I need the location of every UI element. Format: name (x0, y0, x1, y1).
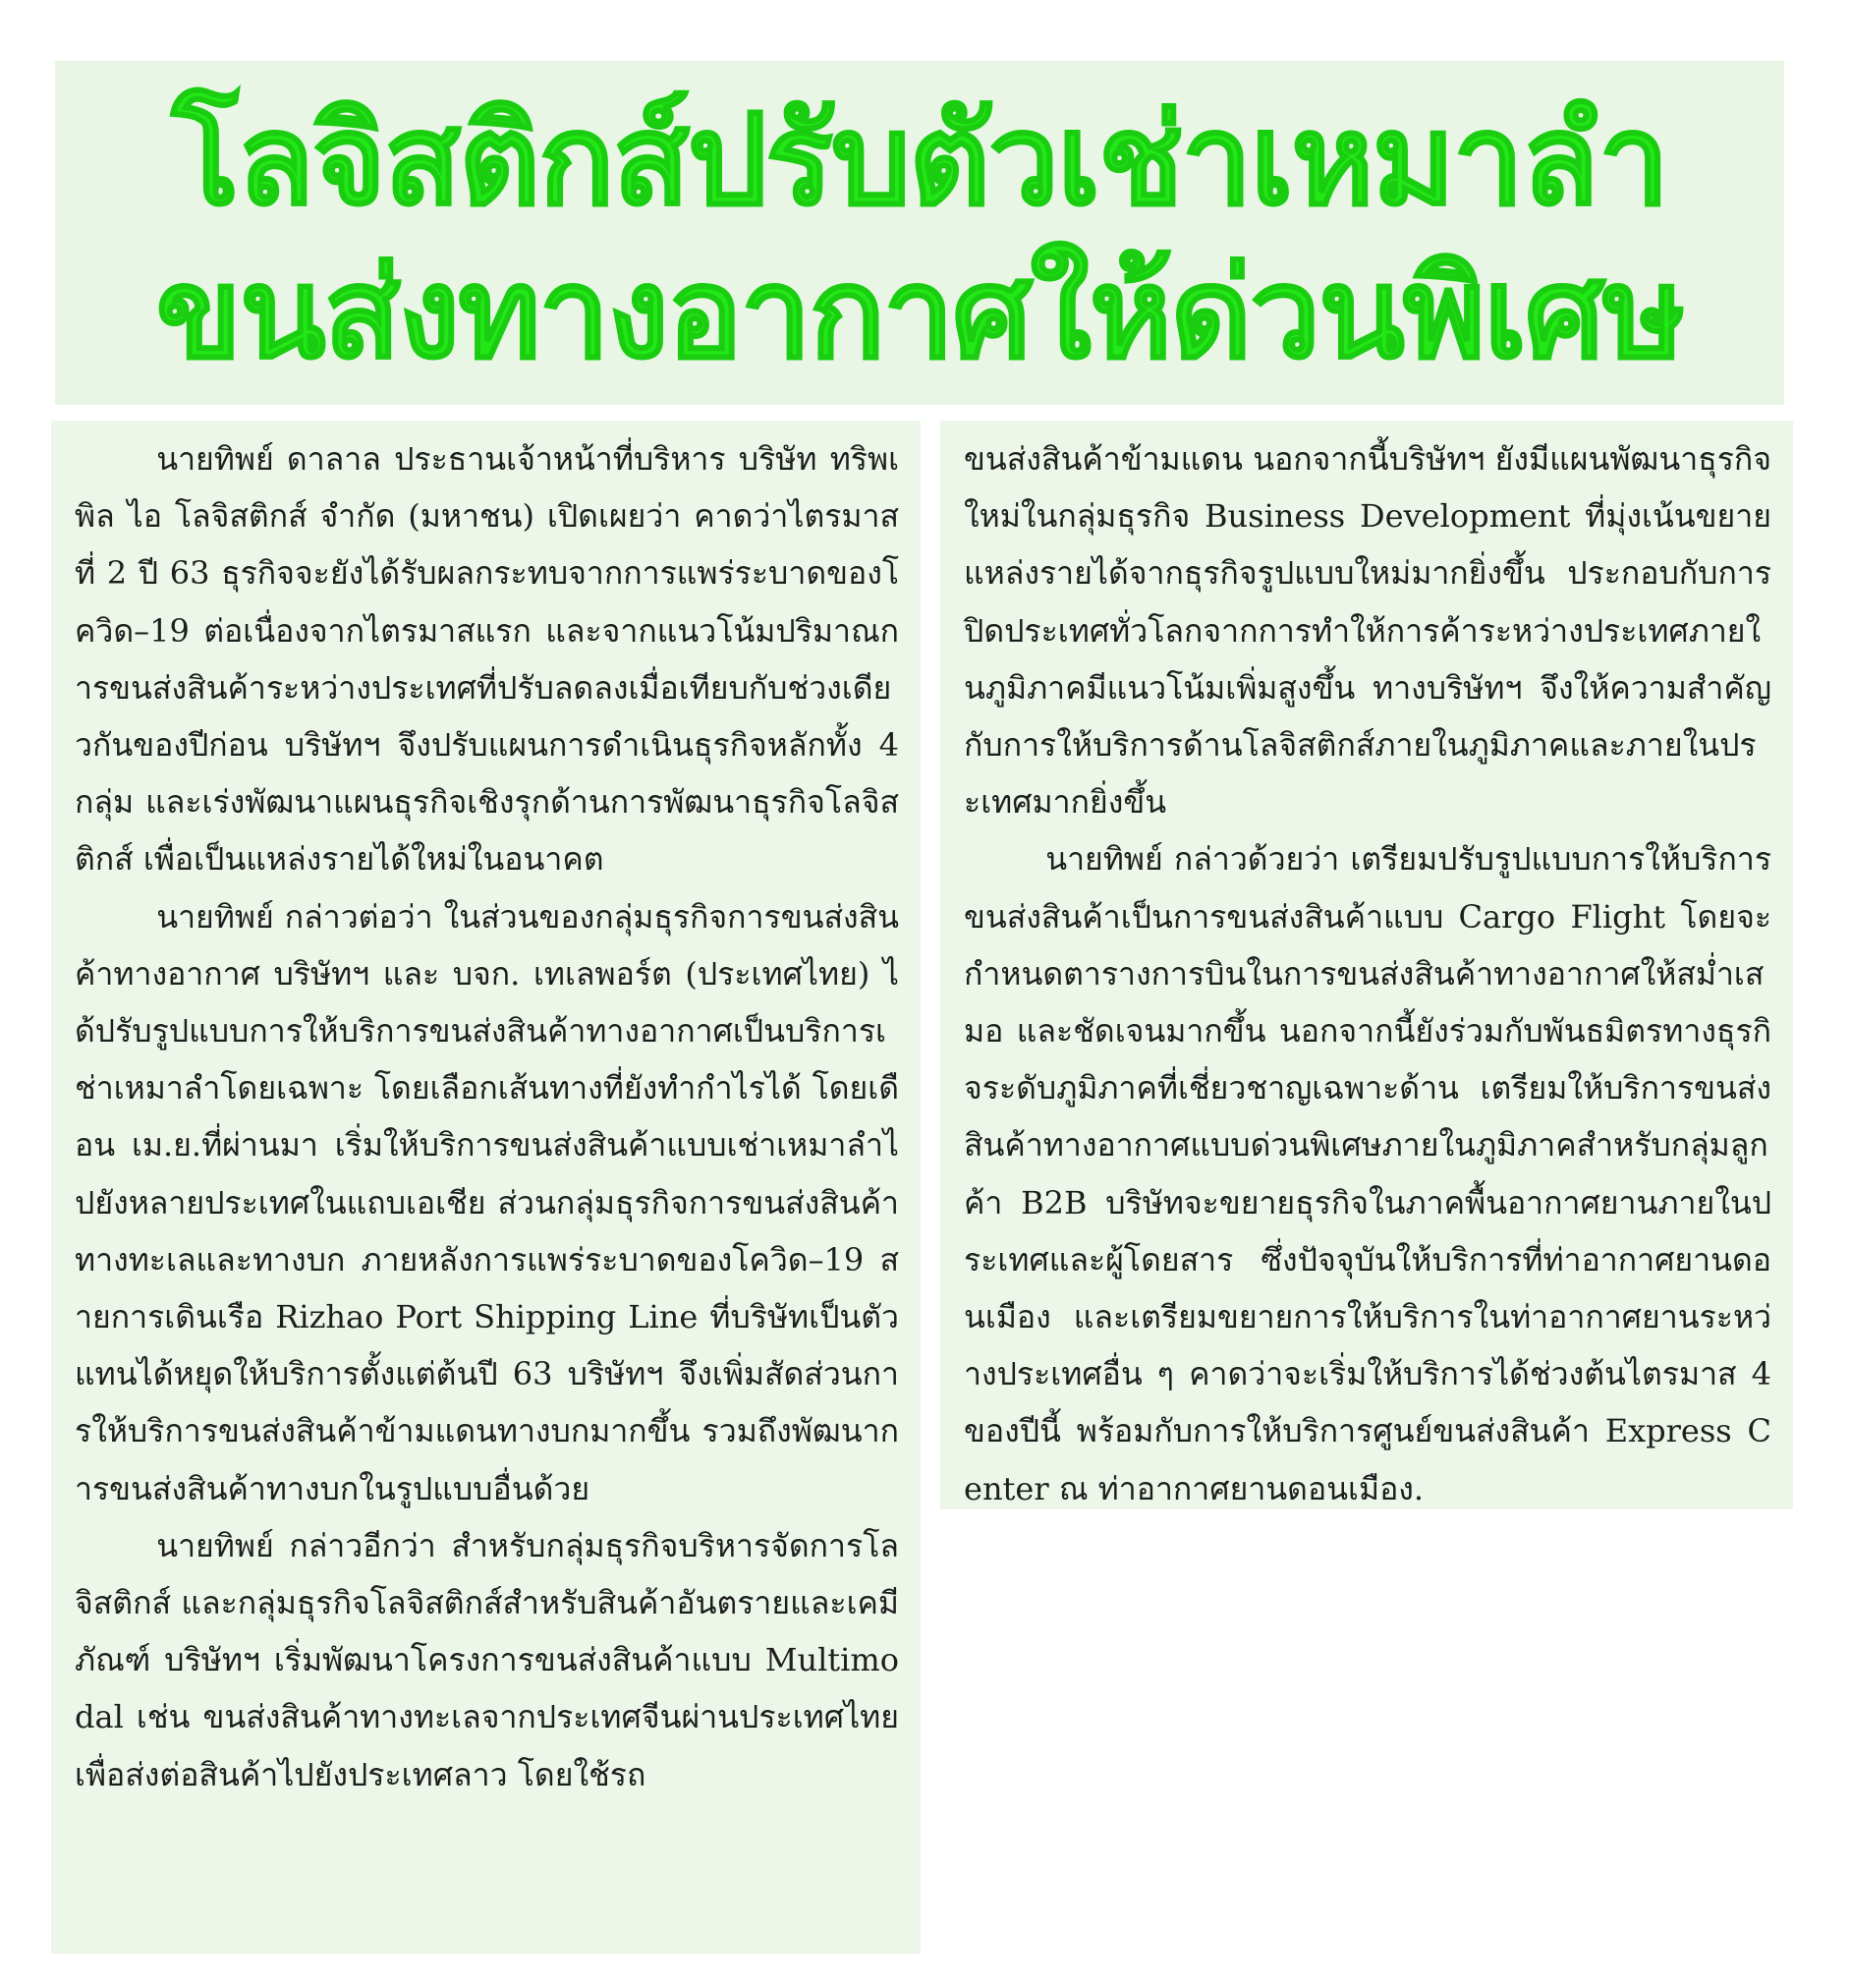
headline-box (55, 61, 1784, 405)
article-right-column (940, 421, 1793, 1509)
article-left-column (51, 421, 921, 1954)
article-paragraph: นายทิพย์ กล่าวด้วยว่า เตรียมปรับรูปแบบการให้บริการขนส่งสินค้าเป็นการขนส่งสินค้าแบบ Cargo Flight โดยจะกำหนดตารางการบินในการขนส่งสินค้าทางอากาศให้สม่ำเสมอ และชัดเจนมากขึ้น นอกจากนี้ยังร่วมกับพันธมิตรทางธุรกิจระดับภูมิภาคที่เชี่ยวชาญเฉพาะด้าน เตรียมให้บริการขนส่งสินค้าทางอากาศแบบด่วนพิเศษภายในภูมิภาคสำหรับกลุ่มลูกค้า B2B บริษัทจะขยายธุรกิจในภาคพื้นอากาศยานภายในประเทศและผู้โดยสาร ซึ่งปัจจุบันให้บริการที่ท่าอากาศยานดอนเมือง และเตรียมขยายการให้บริการในท่าอากาศยานระหว่างประเทศอื่น ๆ คาดว่าจะเริ่มให้บริการได้ช่วงต้นไตรมาส 4 ของปีนี้ พร้อมกับการให้บริการศูนย์ขนส่งสินค้า Express Center ณ ท่าอากาศยานดอนเมือง. (964, 840, 1771, 1507)
article-paragraph: นายทิพย์ กล่าวอีกว่า สำหรับกลุ่มธุรกิจบริหารจัดการโลจิสติกส์ และกลุ่มธุรกิจโลจิสติกส์สำหรับสินค้าอันตรายและเคมีภัณฑ์ บริษัทฯ เริ่มพัฒนาโครงการขนส่งสินค้าแบบ Multimodal เช่น ขนส่งสินค้าทางทะเลจากประเทศจีนผ่านประเทศไทยเพื่อส่งต่อสินค้าไปยังประเทศลาว โดยใช้รถ (75, 1526, 899, 1793)
article-paragraph: นายทิพย์ ดาลาล ประธานเจ้าหน้าที่บริหาร บริษัท ทริพเพิล ไอ โลจิสติกส์ จำกัด (มหาชน) เปิดเผยว่า คาดว่าไตรมาสที่ 2 ปี 63 ธุรกิจจะยังได้รับผลกระทบจากการแพร่ระบาดของโควิด–19 ต่อเนื่องจากไตรมาสแรก และจากแนวโน้มปริมาณการขนส่งสินค้าระหว่างประเทศที่ปรับลดลงเมื่อเทียบกับช่วงเดียวกันของปีก่อน บริษัทฯ จึงปรับแผนการดำเนินธุรกิจหลักทั้ง 4 กลุ่ม และเร่งพัฒนาแผนธุรกิจเชิงรุกด้านการพัฒนาธุรกิจโลจิสติกส์ เพื่อเป็นแหล่งรายได้ใหม่ในอนาคต (75, 440, 899, 879)
article-paragraph: นายทิพย์ กล่าวต่อว่า ในส่วนของกลุ่มธุรกิจการขนส่งสินค้าทางอากาศ บริษัทฯ และ บจก. เทเลพอร์ต (ประเทศไทย) ได้ปรับรูปแบบการให้บริการขนส่งสินค้าทางอากาศเป็นบริการเช่าเหมาลำโดยเฉพาะ โดยเลือกเส้นทางที่ยังทำกำไรได้ โดยเดือน เม.ย.ที่ผ่านมา เริ่มให้บริการขนส่งสินค้าแบบเช่าเหมาลำไปยังหลายประเทศในแถบเอเชีย ส่วนกลุ่มธุรกิจการขนส่งสินค้าทางทะเลและทางบก ภายหลังการแพร่ระบาดของโควิด–19 สายการเดินเรือ Rizhao Port Shipping Line ที่บริษัทเป็นตัวแทนได้หยุดให้บริการตั้งแต่ต้นปี 63 บริษัทฯ จึงเพิ่มสัดส่วนการให้บริการขนส่งสินค้าข้ามแดนทางบกมากขึ้น รวมถึงพัฒนาการขนส่งสินค้าทางบกในรูปแบบอื่นด้วย (75, 897, 899, 1507)
article-paragraph-continued: ขนส่งสินค้าข้ามแดน นอกจากนี้บริษัทฯ ยังมีแผนพัฒนาธุรกิจใหม่ในกลุ่มธุรกิจ Business Development ที่มุ่งเน้นขยายแหล่งรายได้จากธุรกิจรูปแบบใหม่มากยิ่งขึ้น ประกอบกับการปิดประเทศทั่วโลกจากการทำให้การค้าระหว่างประเทศภายในภูมิภาคมีแนวโน้มเพิ่มสูงขึ้น ทางบริษัทฯ จึงให้ความสำคัญกับการให้บริการด้านโลจิสติกส์ภายในภูมิภาคและภายในประเทศมากยิ่งขึ้น (964, 440, 1771, 822)
headline-line-2: ขนส่งทางอากาศให้ด่วนพิเศษ (155, 241, 1684, 387)
headline-line-1: โลจิสติกส์ปรับตัวเช่าเหมาลำ (171, 87, 1668, 234)
